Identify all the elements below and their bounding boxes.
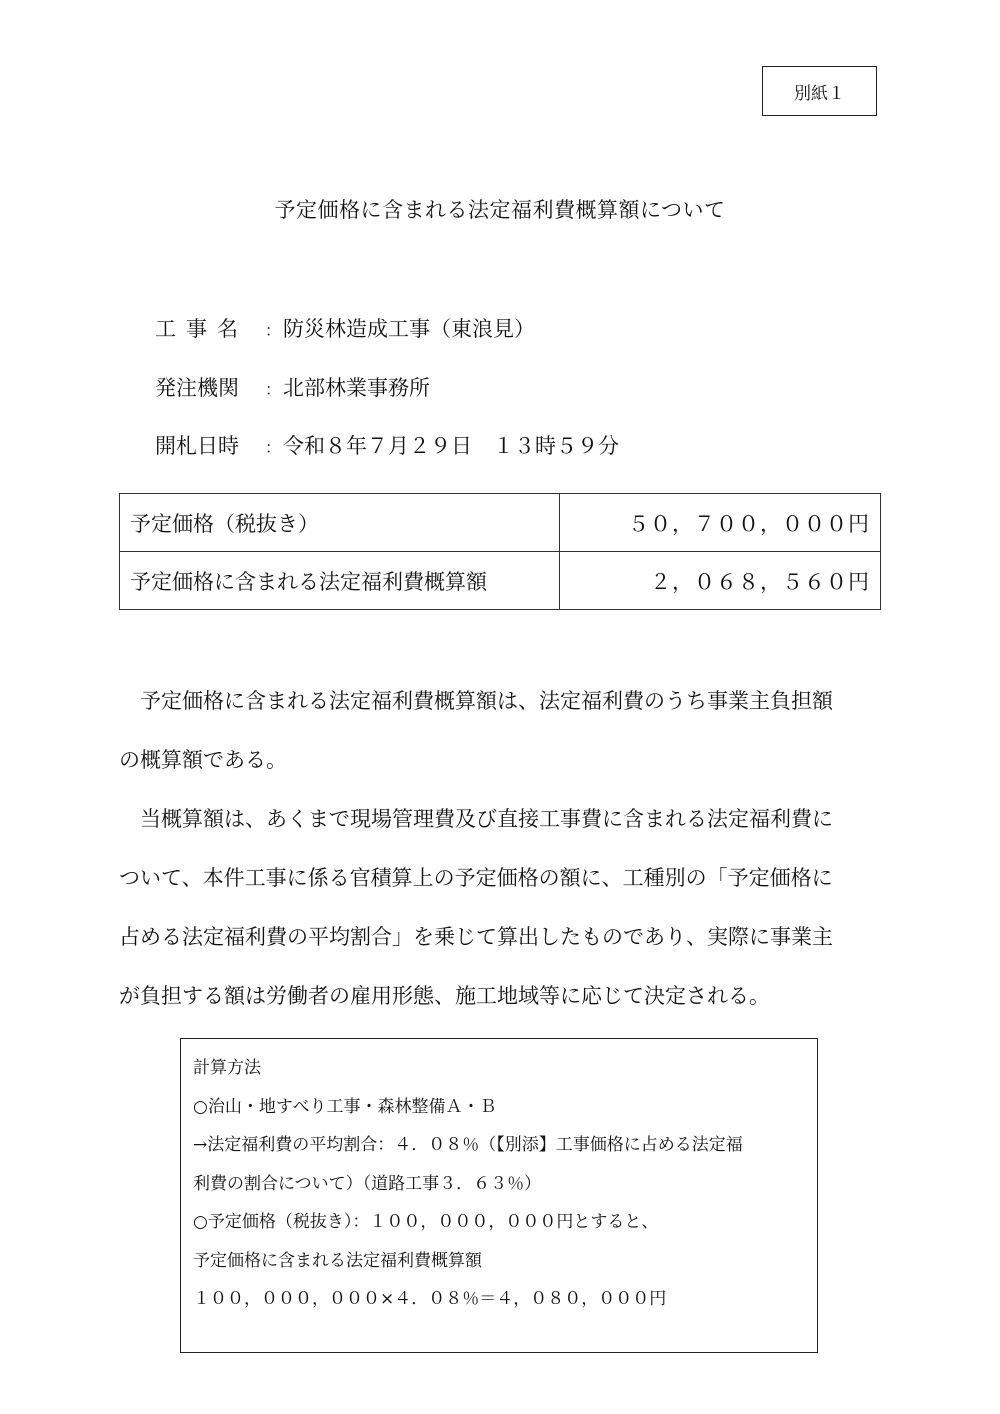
attachment-label: 別紙１ (762, 66, 877, 116)
paragraph-2 (119, 790, 889, 1026)
document-title: 予定価格に含まれる法定福利費概算額について (274, 198, 726, 222)
construction-name-label: 工事名 (155, 317, 248, 341)
ordering-org-label: 発注機関 (155, 376, 239, 400)
calculation-box (180, 1038, 818, 1353)
calc-line: ○治山・地すべり工事・森林整備Ａ・Ｂ (193, 1096, 497, 1117)
table-row (120, 494, 881, 552)
paragraph-line: 予定価格に含まれる法定福利費概算額は、法定福利費のうち事業主負担額 (119, 689, 833, 713)
calc-line: 予定価格に含まれる法定福利費概算額 (193, 1250, 482, 1271)
paragraph-line: 占める法定福利費の平均割合」を乗じて算出したものであり、実際に事業主 (119, 925, 833, 949)
table-cell-value: ２，０６８，５６０円 (560, 552, 881, 610)
construction-name-value: 防災林造成工事（東浪見） (283, 317, 535, 341)
paragraph-line: が負担する額は労働者の雇用形態、施工地域等に応じて決定される。 (119, 984, 770, 1008)
paragraph-line: ついて、本件工事に係る官積算上の予定価格の額に、工種別の「予定価格に (119, 866, 833, 890)
colon: ： (265, 438, 282, 457)
opening-datetime-value: 令和８年７月２９日 １３時５９分 (283, 434, 619, 458)
calc-formula: １００，０００，０００×４．０８％＝４，０８０，０００円 (193, 1289, 667, 1309)
info-row-opening-datetime (155, 430, 619, 460)
paragraph-line: 当概算額は、あくまで現場管理費及び直接工事費に含まれる法定福利費に (119, 807, 833, 831)
calc-line: 利費の割合について）（道路工事３．６３％） (193, 1173, 542, 1194)
calc-line: ○予定価格（税抜き）：１００，０００，０００円とすると、 (193, 1212, 659, 1232)
paragraph-line: の概算額である。 (119, 748, 287, 772)
colon: ： (265, 321, 282, 340)
colon: ： (265, 380, 282, 399)
table-cell-label: 予定価格（税抜き） (120, 494, 560, 552)
info-row-construction-name (155, 313, 535, 343)
paragraph-1 (119, 672, 889, 790)
opening-datetime-label: 開札日時 (155, 434, 239, 458)
info-row-ordering-org (155, 372, 430, 402)
table-row (120, 552, 881, 610)
table-cell-label: 予定価格に含まれる法定福利費概算額 (120, 552, 560, 610)
ordering-org-value: 北部林業事務所 (283, 376, 430, 400)
calc-heading: 計算方法 (193, 1058, 261, 1078)
price-table (119, 493, 881, 610)
calc-line: →法定福利費の平均割合：４．０８％（【別添】工事価格に占める法定福 (193, 1135, 743, 1155)
table-cell-value: ５０，７００，０００円 (560, 494, 881, 552)
